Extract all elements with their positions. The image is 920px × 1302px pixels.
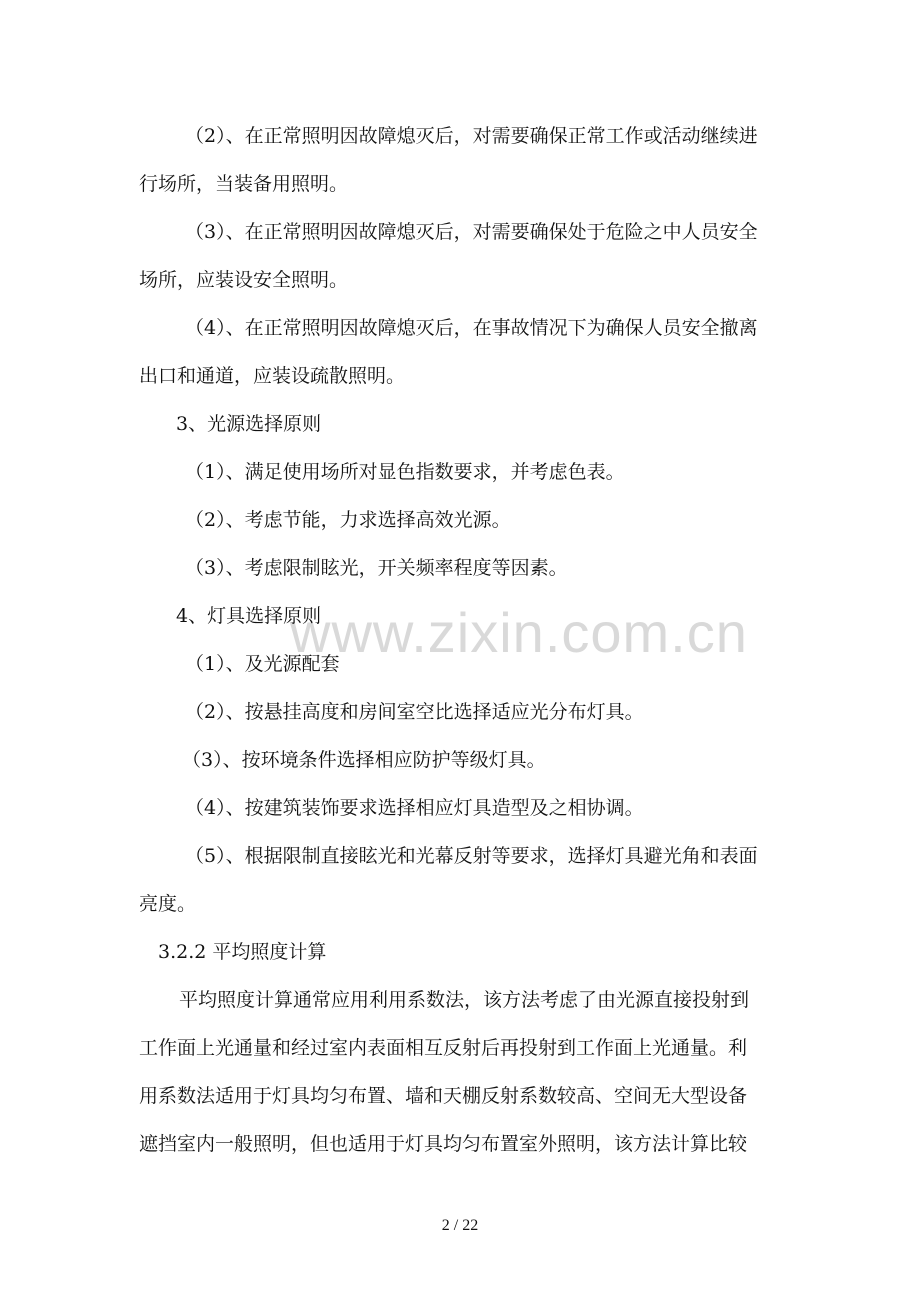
text-line: （1）、及光源配套 (185, 653, 340, 675)
text-line: （1）、满足使用场所对显色指数要求，并考虑色表。 (185, 461, 625, 483)
text-line: 平均照度计算通常应用利用系数法，该方法考虑了由光源直接投射到 (179, 989, 750, 1011)
subsection-heading: 3.2.2 平均照度计算 (158, 941, 327, 963)
watermark: www.zixin.com.cn (290, 601, 748, 664)
text-line: （2）、考虑节能，力求选择高效光源。 (185, 509, 511, 531)
text-line: （4）、在正常照明因故障熄灭后，在事故情况下为确保人员安全撤离 (185, 317, 758, 339)
text-line: （3）、在正常照明因故障熄灭后，对需要确保处于危险之中人员安全 (185, 221, 758, 243)
page-number: 2 / 22 (441, 1217, 479, 1234)
text-line: （3）、考虑限制眩光，开关频率程度等因素。 (185, 557, 568, 579)
text-line: 场所，应装设安全照明。 (139, 269, 349, 291)
text-line: 行场所，当装备用照明。 (139, 173, 349, 195)
text-line: （2）、按悬挂高度和房间室空比选择适应光分布灯具。 (185, 701, 644, 723)
text-line: （4）、按建筑装饰要求选择相应灯具造型及之相协调。 (185, 797, 644, 819)
text-line: 用系数法适用于灯具均匀布置、墙和天棚反射系数较高、空间无大型设备 (139, 1085, 748, 1107)
text-line: （2）、在正常照明因故障熄灭后，对需要确保正常工作或活动继续进 (185, 125, 758, 147)
text-line: （3）、按环境条件选择相应防护等级灯具。 (182, 749, 546, 771)
text-line: 工作面上光通量和经过室内表面相互反射后再投射到工作面上光通量。利 (139, 1037, 748, 1059)
section-heading: 4、灯具选择原则 (176, 605, 322, 627)
section-heading: 3、光源选择原则 (176, 413, 322, 435)
text-line: 出口和通道，应装设疏散照明。 (139, 365, 406, 387)
text-line: 遮挡室内一般照明，但也适用于灯具均匀布置室外照明，该方法计算比较 (139, 1133, 748, 1155)
text-line: 亮度。 (139, 893, 197, 915)
text-line: （5）、根据限制直接眩光和光幕反射等要求，选择灯具避光角和表面 (185, 845, 758, 867)
